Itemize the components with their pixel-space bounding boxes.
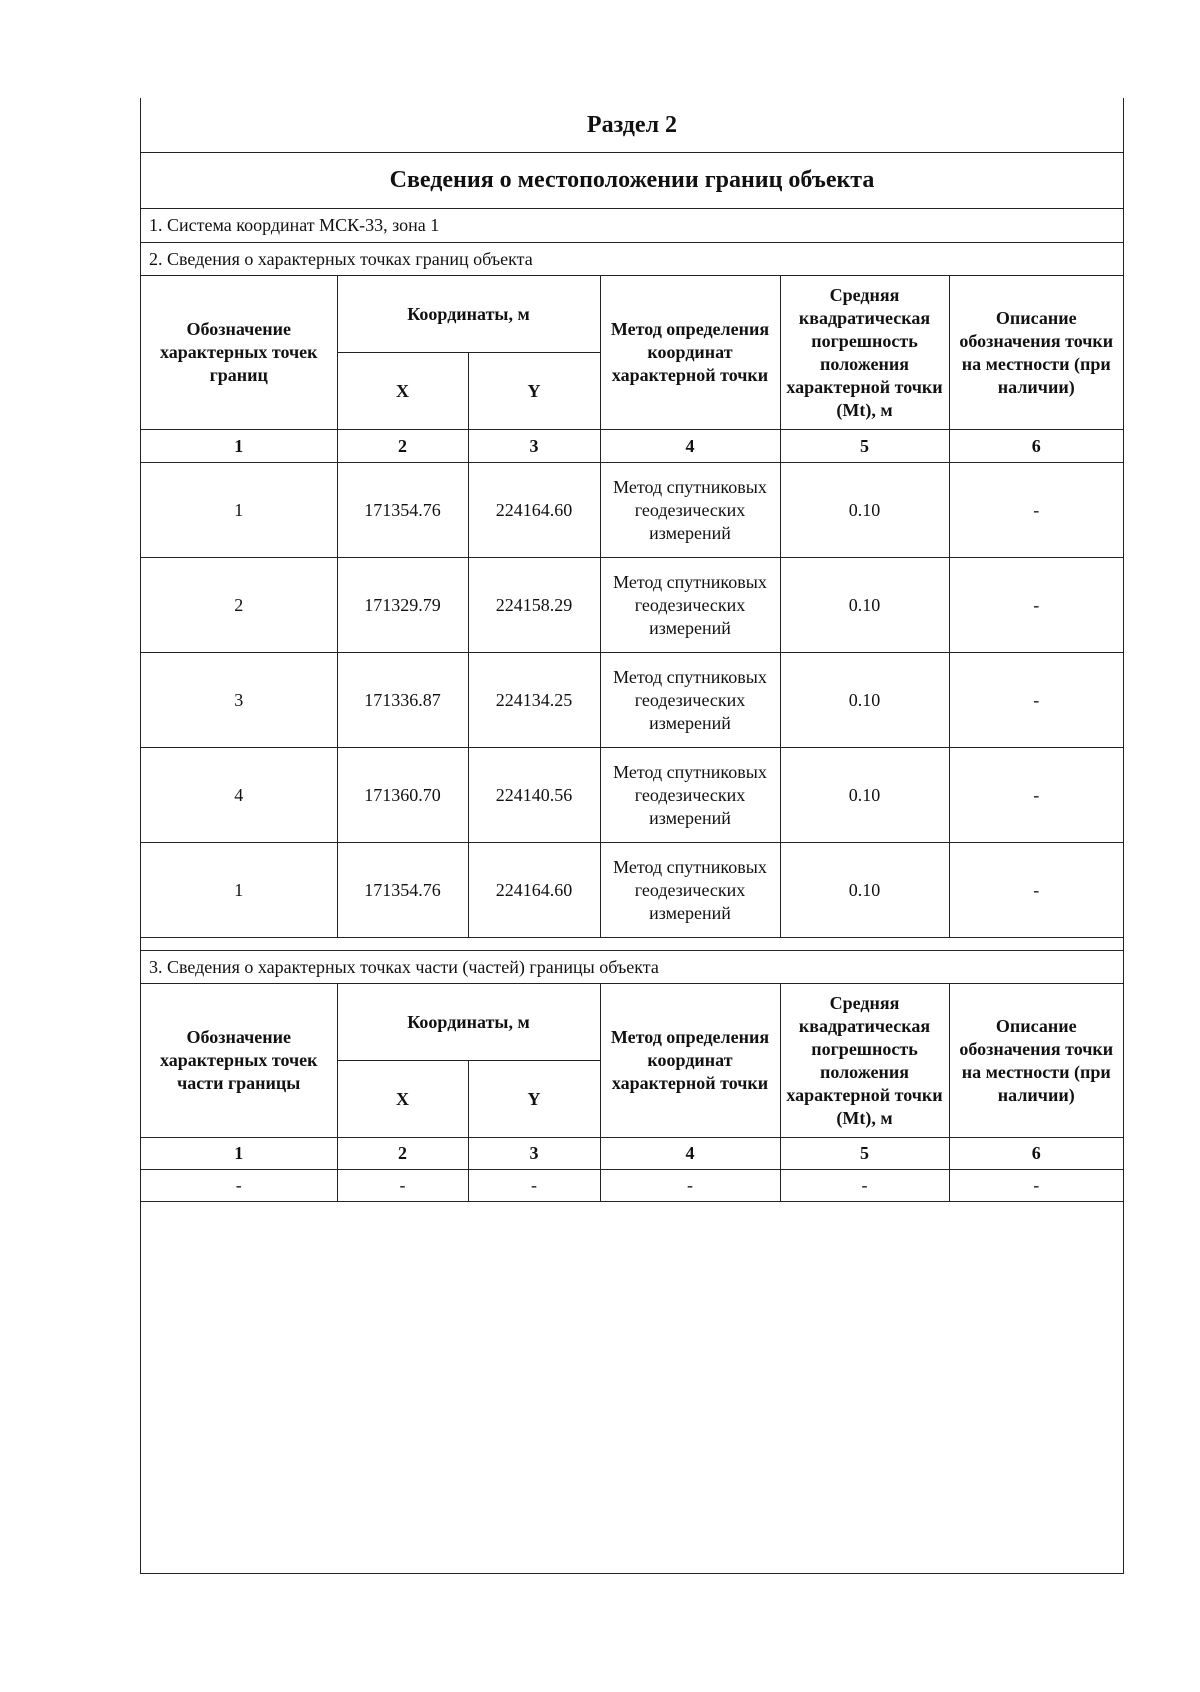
cell-y: 224158.29 [468, 558, 600, 653]
column-number-row [141, 1138, 1123, 1170]
cell-desc: - [949, 1170, 1123, 1202]
cell-error: 0.10 [780, 748, 949, 843]
part3-caption: 3. Сведения о характерных точках части (частей) границы объекта [149, 956, 659, 977]
col-number: 2 [337, 1138, 468, 1170]
col-number: 4 [600, 1138, 780, 1170]
cell-desc: - [949, 653, 1123, 748]
header-coords: Координаты, м [337, 276, 600, 353]
cell-point: 1 [141, 463, 337, 558]
cell-method: Метод спутниковых геодезических измерений [600, 463, 780, 558]
header-x: X [337, 353, 468, 430]
cell-x: - [337, 1170, 468, 1202]
col-number: 1 [141, 430, 337, 463]
col-number: 6 [949, 430, 1123, 463]
cell-y: 224164.60 [468, 463, 600, 558]
part-boundary-points-table [141, 983, 1123, 1202]
header-error: Средняя квадратическая погрешность положения характерной точки (Mt), м [780, 276, 949, 430]
header-error: Средняя квадратическая погрешность положения характерной точки (Mt), м [780, 984, 949, 1138]
cell-point: 4 [141, 748, 337, 843]
header-y: Y [468, 353, 600, 430]
boundary-points-table [141, 275, 1123, 938]
cell-method: Метод спутниковых геодезических измерений [600, 558, 780, 653]
cell-point: 3 [141, 653, 337, 748]
table-row [141, 843, 1123, 938]
cell-y: - [468, 1170, 600, 1202]
table-row [141, 463, 1123, 558]
cell-desc: - [949, 558, 1123, 653]
col-number: 5 [780, 1138, 949, 1170]
col-number: 1 [141, 1138, 337, 1170]
cell-x: 171329.79 [337, 558, 468, 653]
cell-error: - [780, 1170, 949, 1202]
cell-desc: - [949, 463, 1123, 558]
header-method: Метод определения координат характерной точки [600, 984, 780, 1138]
col-number: 6 [949, 1138, 1123, 1170]
cell-point: - [141, 1170, 337, 1202]
cell-point: 1 [141, 843, 337, 938]
column-number-row [141, 430, 1123, 463]
cell-x: 171336.87 [337, 653, 468, 748]
cell-method: - [600, 1170, 780, 1202]
cell-y: 224140.56 [468, 748, 600, 843]
col-number: 2 [337, 430, 468, 463]
document-frame [140, 98, 1124, 1574]
section-subtitle: Сведения о местоположении границ объекта [389, 167, 875, 193]
table-row [141, 748, 1123, 843]
coord-system-band [141, 209, 1123, 243]
cell-desc: - [949, 748, 1123, 843]
cell-x: 171360.70 [337, 748, 468, 843]
part3-caption-band [141, 950, 1123, 984]
cell-error: 0.10 [780, 558, 949, 653]
table-row [141, 558, 1123, 653]
header-y: Y [468, 1061, 600, 1138]
table-row [141, 653, 1123, 748]
cell-method: Метод спутниковых геодезических измерений [600, 843, 780, 938]
section-title-band [141, 98, 1123, 153]
coord-system-text: 1. Система координат МСК-33, зона 1 [149, 215, 440, 235]
header-desc: Описание обозначения точки на местности (при наличии) [949, 984, 1123, 1138]
cell-x: 171354.76 [337, 463, 468, 558]
cell-method: Метод спутниковых геодезических измерений [600, 653, 780, 748]
cell-method: Метод спутниковых геодезических измерений [600, 748, 780, 843]
header-method: Метод определения координат характерной точки [600, 276, 780, 430]
cell-error: 0.10 [780, 653, 949, 748]
cell-desc: - [949, 843, 1123, 938]
cell-error: 0.10 [780, 843, 949, 938]
cell-point: 2 [141, 558, 337, 653]
cell-error: 0.10 [780, 463, 949, 558]
header-point: Обозначение характерных точек части границы [141, 984, 337, 1138]
part2-caption: 2. Сведения о характерных точках границ объекта [149, 248, 533, 269]
header-desc: Описание обозначения точки на местности (при наличии) [949, 276, 1123, 430]
part2-caption-band [141, 243, 1123, 276]
col-number: 3 [468, 430, 600, 463]
table-row [141, 1170, 1123, 1202]
col-number: 4 [600, 430, 780, 463]
col-number: 3 [468, 1138, 600, 1170]
cell-y: 224164.60 [468, 843, 600, 938]
col-number: 5 [780, 430, 949, 463]
cell-x: 171354.76 [337, 843, 468, 938]
header-point: Обозначение характерных точек границ [141, 276, 337, 430]
header-coords: Координаты, м [337, 984, 600, 1061]
cell-y: 224134.25 [468, 653, 600, 748]
section-title: Раздел 2 [586, 111, 678, 138]
header-x: X [337, 1061, 468, 1138]
section-subtitle-band [141, 153, 1123, 209]
